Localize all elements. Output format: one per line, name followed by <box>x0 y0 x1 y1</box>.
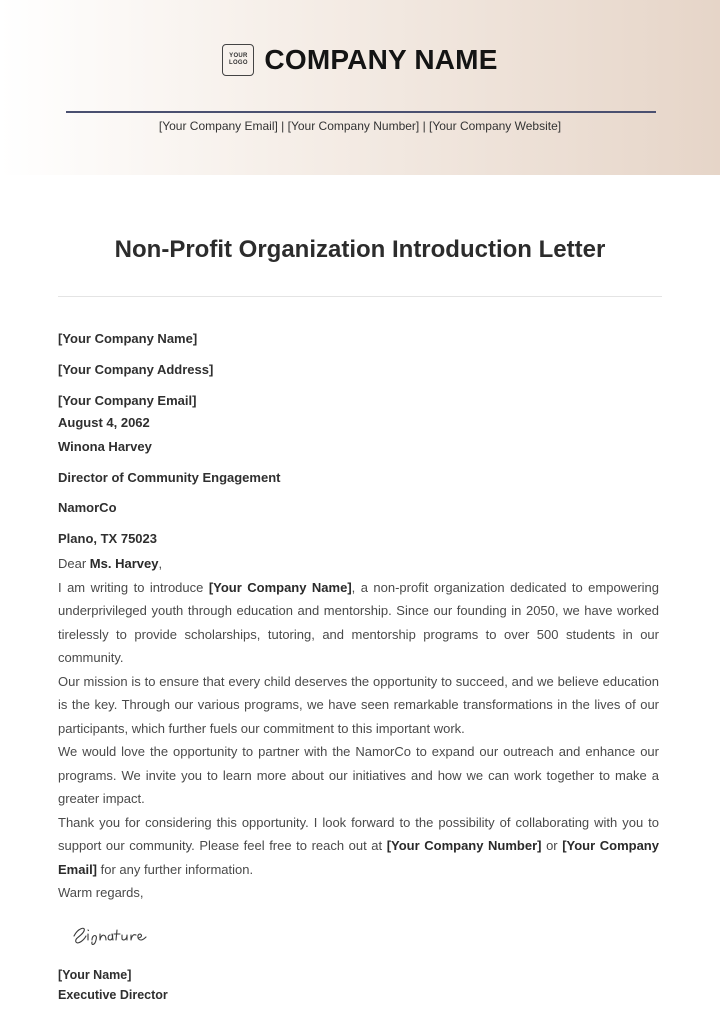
letterhead <box>0 0 720 175</box>
company-name: COMPANY NAME <box>264 44 498 75</box>
paragraph-text: I am writing to introduce <box>58 579 209 595</box>
company-number-placeholder: [Your Company Number] <box>386 838 542 853</box>
closing: Warm regards, <box>58 885 144 900</box>
company-email-placeholder: [Your Company Email] <box>58 838 659 877</box>
logo-placeholder <box>222 44 254 76</box>
sender-company-email: [Your Company Email] <box>58 393 197 408</box>
recipient-title: Director of Community Engagement <box>58 470 281 485</box>
company-contact-line: [Your Company Email] | [Your Company Number] | [Your Company Website] <box>158 119 562 133</box>
salutation-suffix: , <box>158 556 163 571</box>
signer-title: Executive Director <box>58 988 168 1002</box>
recipient-location: Plano, TX 75023 <box>58 531 157 546</box>
header-divider <box>66 111 656 113</box>
paragraph-text: , a non-profit organization dedicated to empowering underprivileged youth through education and mentorship. Since our founding in 2050, we have worked tirelessly to provide scholarships, tutoring, and mentorship programs to over 500 students in our community. <box>58 579 660 665</box>
brand <box>0 38 720 82</box>
signer-name: [Your Name] <box>58 968 132 982</box>
recipient-company: NamorCo <box>58 500 117 515</box>
salutation-prefix: Dear <box>58 556 90 571</box>
letter-body <box>58 552 659 905</box>
paragraph-partnership: We would love the opportunity to partner with the NamorCo to expand our outreach and enhance our programs. We invite you to learn more about our initiatives and how we can work together to make a greater impact. <box>58 744 659 806</box>
company-name-placeholder: [Your Company Name] <box>208 579 352 595</box>
recipient-name: Winona Harvey <box>58 439 152 454</box>
paragraph-text: for any further information. <box>97 861 254 877</box>
paragraph-introduction <box>58 576 659 670</box>
paragraph-thanks <box>58 811 659 882</box>
logo-text-line1: YOUR <box>229 53 248 59</box>
sender-company-name: [Your Company Name] <box>58 331 198 346</box>
letter-title: Non-Profit Organization Introduction Letter <box>114 236 606 263</box>
paragraph-text: Thank you for considering this opportunity. I look forward to the possibility of collaborating with you to support our community. Please feel free to reach out at <box>58 814 659 853</box>
paragraph-text: or <box>541 838 563 853</box>
salutation-name: Ms. Harvey <box>89 556 159 571</box>
signature-image <box>70 916 170 950</box>
logo-text-line2: LOGO <box>228 60 248 66</box>
title-divider <box>58 296 662 297</box>
salutation <box>58 552 659 576</box>
sender-company-address: [Your Company Address] <box>58 362 214 377</box>
paragraph-mission: Our mission is to ensure that every child deserves the opportunity to succeed, and we believe education is the key. Through our various programs, we have seen remarkable transformations in the lives of our participants, which further fuels our commitment to this important work. <box>58 673 659 736</box>
letter-date: August 4, 2062 <box>58 415 150 430</box>
